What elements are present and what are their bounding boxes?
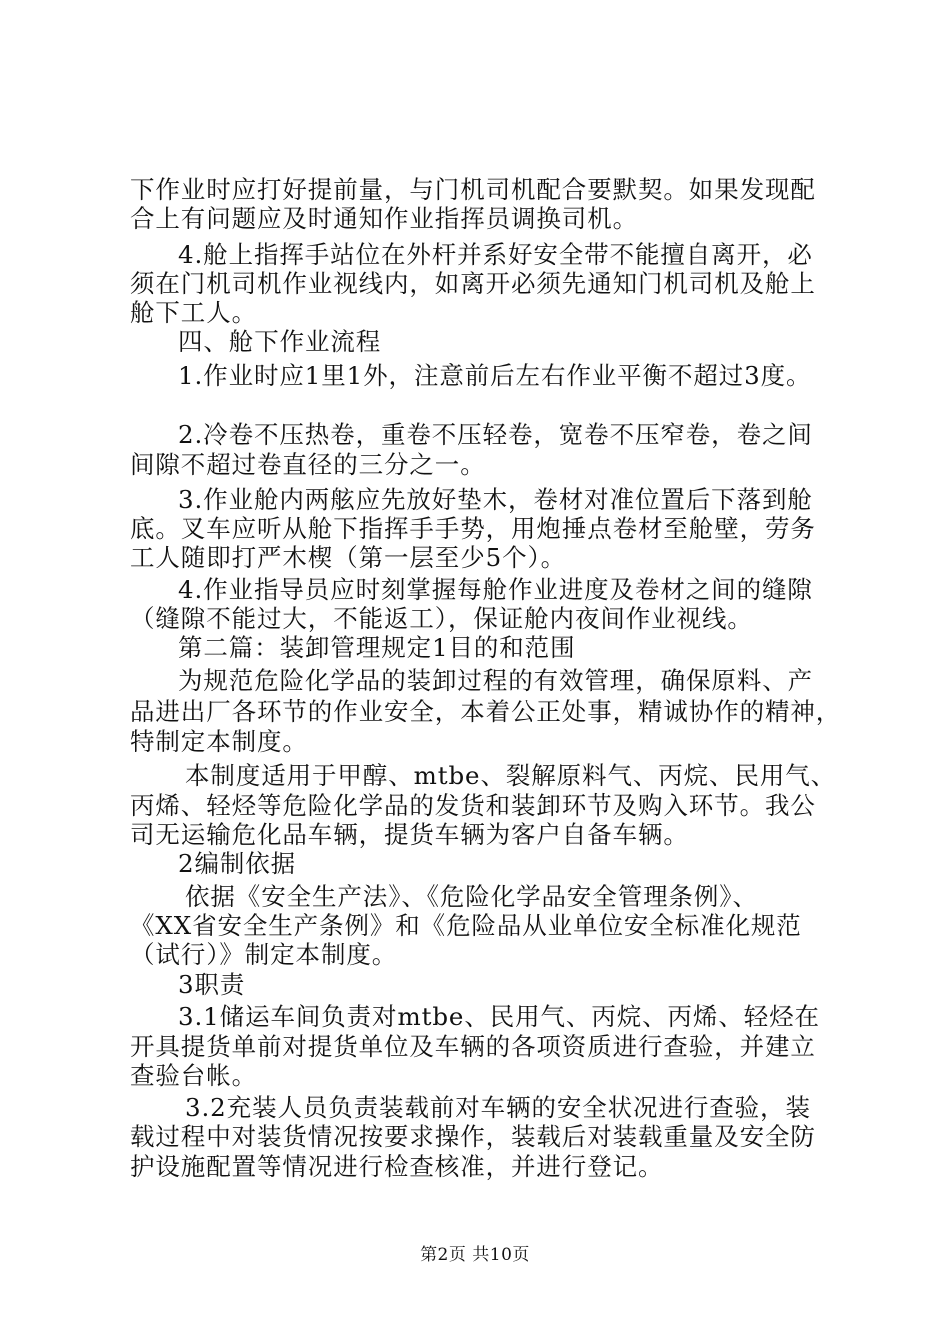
text-line: 3.2充装人员负责装载前对车辆的安全状况进行查验，装 xyxy=(185,1093,811,1122)
text-line: 查验台帐。 xyxy=(130,1061,257,1090)
text-line: 丙烯、轻烃等危险化学品的发货和装卸环节及购入环节。我公 xyxy=(130,791,816,820)
text-line: 1.作业时应1里1外，注意前后左右作业平衡不超过3度。 xyxy=(178,361,812,390)
text-line: 护设施配置等情况进行检查核准，并进行登记。 xyxy=(130,1152,664,1181)
text-line: 2.冷卷不压热卷，重卷不压轻卷，宽卷不压窄卷，卷之间 xyxy=(178,420,813,449)
text-line: 4.舱上指挥手站位在外杆并系好安全带不能擅自离开，必 xyxy=(178,240,813,269)
text-line: 本制度适用于甲醇、mtbe、裂解原料气、丙烷、民用气、 xyxy=(185,761,837,790)
text-line: 司无运输危化品车辆，提货车辆为客户自备车辆。 xyxy=(130,820,689,849)
text-line: 舱下工人。 xyxy=(130,298,257,327)
text-line: 品进出厂各环节的作业安全，本着公正处事，精诚协作的精神， xyxy=(130,697,842,726)
text-line: 须在门机司机作业视线内，如离开必须先通知门机司机及舱上 xyxy=(130,269,816,298)
text-line: 4.作业指导员应时刻掌握每舱作业进度及卷材之间的缝隙 xyxy=(178,575,813,604)
section-heading: 第二篇：装卸管理规定1目的和范围 xyxy=(178,633,576,662)
text-line: 合上有问题应及时通知作业指挥员调换司机。 xyxy=(130,204,638,233)
page-number-footer: 第2页 共10页 xyxy=(420,1245,530,1265)
text-line: 载过程中对装货情况按要求操作，装载后对装载重量及安全防 xyxy=(130,1122,816,1151)
text-line: （缝隙不能过大，不能返工），保证舱内夜间作业视线。 xyxy=(130,604,753,633)
text-line: （试行）》制定本制度。 xyxy=(130,940,398,969)
text-line: 依据《安全生产法》、《危险化学品安全管理条例》、 xyxy=(185,882,758,911)
section-heading: 四、舱下作业流程 xyxy=(178,327,382,356)
text-line: 开具提货单前对提货单位及车辆的各项资质进行查验，并建立 xyxy=(130,1032,816,1061)
text-line: 《XX省安全生产条例》和《危险品从业单位安全标准化规范 xyxy=(130,911,802,940)
section-heading: 2编制依据 xyxy=(178,849,297,878)
text-line: 3.1储运车间负责对mtbe、民用气、丙烷、丙烯、轻烃在 xyxy=(178,1002,820,1031)
text-line: 特制定本制度。 xyxy=(130,727,308,756)
section-heading: 3职责 xyxy=(178,970,246,999)
text-line: 工人随即打严木楔（第一层至少5个）。 xyxy=(130,543,567,572)
text-line: 3.作业舱内两舷应先放好垫木，卷材对准位置后下落到舱 xyxy=(178,485,813,514)
text-line: 下作业时应打好提前量，与门机司机配合要默契。如果发现配 xyxy=(130,175,816,204)
text-line: 间隙不超过卷直径的三分之一。 xyxy=(130,450,486,479)
text-line: 底。叉车应听从舱下指挥手手势，用炮捶点卷材至舱壁，劳务 xyxy=(130,514,816,543)
text-line: 为规范危险化学品的装卸过程的有效管理，确保原料、产 xyxy=(178,666,813,695)
